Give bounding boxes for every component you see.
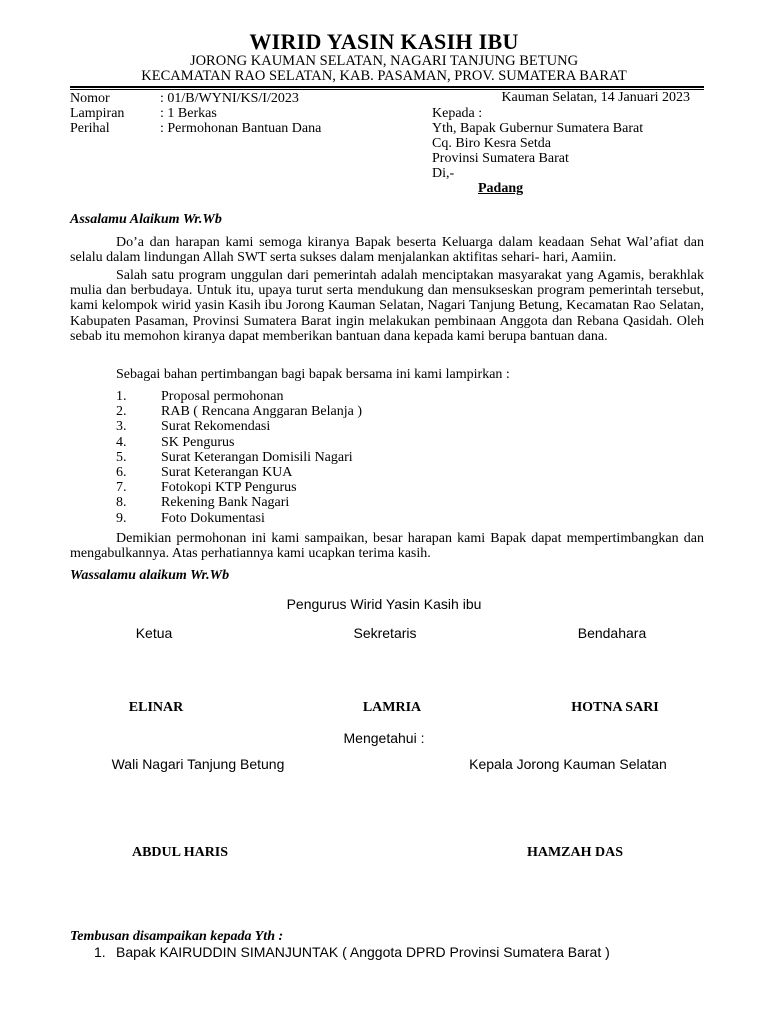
mengetahui-label: Mengetahui : <box>343 730 425 746</box>
list-item <box>116 480 362 495</box>
list-item <box>116 495 362 510</box>
list-text: Rekening Bank Nagari <box>161 495 290 511</box>
letterhead-rule-thick <box>70 86 704 88</box>
ketua-role: Ketua <box>135 625 173 641</box>
letterhead-line-2: KECAMATAN RAO SELATAN, KAB. PASAMAN, PROV. SUMATERA BARAT <box>141 68 627 84</box>
list-number: 3. <box>116 419 127 435</box>
paragraph-4: Demikian permohonan ini kami sampaikan, besar harapan kami Bapak dapat mempertimbangkan dan mengabulkannya. Atas perhatiannya kami ucapkan terima kasih. <box>70 531 704 562</box>
ketua-name: ELINAR <box>128 700 184 715</box>
list-number: 1. <box>94 944 106 960</box>
lampiran-value: : 1 Berkas <box>160 106 217 121</box>
list-item <box>116 404 362 419</box>
list-number: 6. <box>116 465 127 481</box>
kepala-jorong-name: HAMZAH DAS <box>526 845 624 860</box>
list-number: 5. <box>116 449 127 465</box>
paragraph-3: Sebagai bahan pertimbangan bagi bapak bersama ini kami lampirkan : <box>116 367 510 382</box>
paragraph-1: Do’a dan harapan kami semoga kiranya Bapak beserta Keluarga dalam keadaan Sehat Wal’afiat dan selalu dalam lindungan Allah SWT serta sukses dalam menjalankan aktifitas sehari- hari, Aamiin. <box>70 235 704 266</box>
list-number: 7. <box>116 480 127 496</box>
kepala-jorong-role: Kepala Jorong Kauman Selatan <box>469 756 667 772</box>
attachment-list <box>116 389 362 526</box>
recipient-line-1: Yth, Bapak Gubernur Sumatera Barat <box>432 121 644 136</box>
tembusan-title: Tembusan disampaikan kepada Yth : <box>70 929 284 944</box>
recipient-city: Padang <box>478 181 524 196</box>
letter-date: Kauman Selatan, 14 Januari 2023 <box>501 90 690 105</box>
list-number: 9. <box>116 510 127 526</box>
list-number: 1. <box>116 389 127 404</box>
perihal-value: : Permohonan Bantuan Dana <box>160 121 322 136</box>
bendahara-name: HOTNA SARI <box>571 700 659 715</box>
list-item <box>116 389 362 404</box>
list-text: Proposal permohonan <box>161 389 284 404</box>
list-number: 2. <box>116 404 127 420</box>
signature-org: Pengurus Wirid Yasin Kasih ibu <box>286 596 482 612</box>
wali-nagari-name: ABDUL HARIS <box>131 845 229 860</box>
recipient-line-4: Di,- <box>432 166 455 181</box>
perihal-label: Perihal <box>70 121 110 136</box>
list-number: 4. <box>116 434 127 450</box>
list-text: Fotokopi KTP Pengurus <box>161 480 297 496</box>
letterhead-title: WIRID YASIN KASIH IBU <box>249 29 519 54</box>
closing-salutation: Wassalamu alaikum Wr.Wb <box>70 568 230 583</box>
list-number: 8. <box>116 495 127 511</box>
list-item <box>116 419 362 434</box>
list-item <box>116 465 362 480</box>
greeting: Assalamu Alaikum Wr.Wb <box>70 212 222 227</box>
lampiran-label: Lampiran <box>70 106 125 121</box>
nomor-label: Nomor <box>70 91 110 106</box>
nomor-value: : 01/B/WYNI/KS/I/2023 <box>160 91 299 106</box>
recipient-line-3: Provinsi Sumatera Barat <box>432 151 569 166</box>
list-item <box>116 435 362 450</box>
sekretaris-name: LAMRIA <box>362 700 422 715</box>
list-text: Surat Keterangan Domisili Nagari <box>161 449 353 465</box>
paragraph-2: Salah satu program unggulan dari pemerintah adalah menciptakan masyarakat yang Agamis, berakhlak mulia dan berbudaya. Untuk itu, upaya turut serta mendukung dan mensukseskan program pemerintah tersebut, kami kelompok wirid yasin Kasih ibu Jorong Kauman Selatan, Nagari Tanjung Betung, Kecamatan Rao Selatan, Kabupaten Pasaman, Provinsi Sumatera Barat ingin melakukan pembinaan Anggota dan Rebana Qasidah. Oleh sebab itu memohon kiranya dapat memberikan bantuan dana kepada kami berupa bantuan dana. <box>70 268 704 344</box>
recipient-line-2: Cq. Biro Kesra Setda <box>432 136 551 151</box>
recipient-to: Kepada : <box>432 106 483 121</box>
list-text: Surat Rekomendasi <box>161 419 271 435</box>
list-text: Surat Keterangan KUA <box>161 465 293 481</box>
list-item <box>116 511 362 526</box>
list-text: Bapak KAIRUDDIN SIMANJUNTAK ( Anggota DPRD Provinsi Sumatera Barat ) <box>116 944 610 960</box>
bendahara-role: Bendahara <box>577 625 647 641</box>
list-item <box>116 450 362 465</box>
letterhead-line-1: JORONG KAUMAN SELATAN, NAGARI TANJUNG BETUNG <box>189 53 579 69</box>
list-text: Foto Dokumentasi <box>161 510 265 526</box>
tembusan-item <box>94 944 610 960</box>
sekretaris-role: Sekretaris <box>353 625 417 641</box>
wali-nagari-role: Wali Nagari Tanjung Betung <box>111 756 285 772</box>
list-text: SK Pengurus <box>161 434 235 450</box>
list-text: RAB ( Rencana Anggaran Belanja ) <box>161 404 362 420</box>
